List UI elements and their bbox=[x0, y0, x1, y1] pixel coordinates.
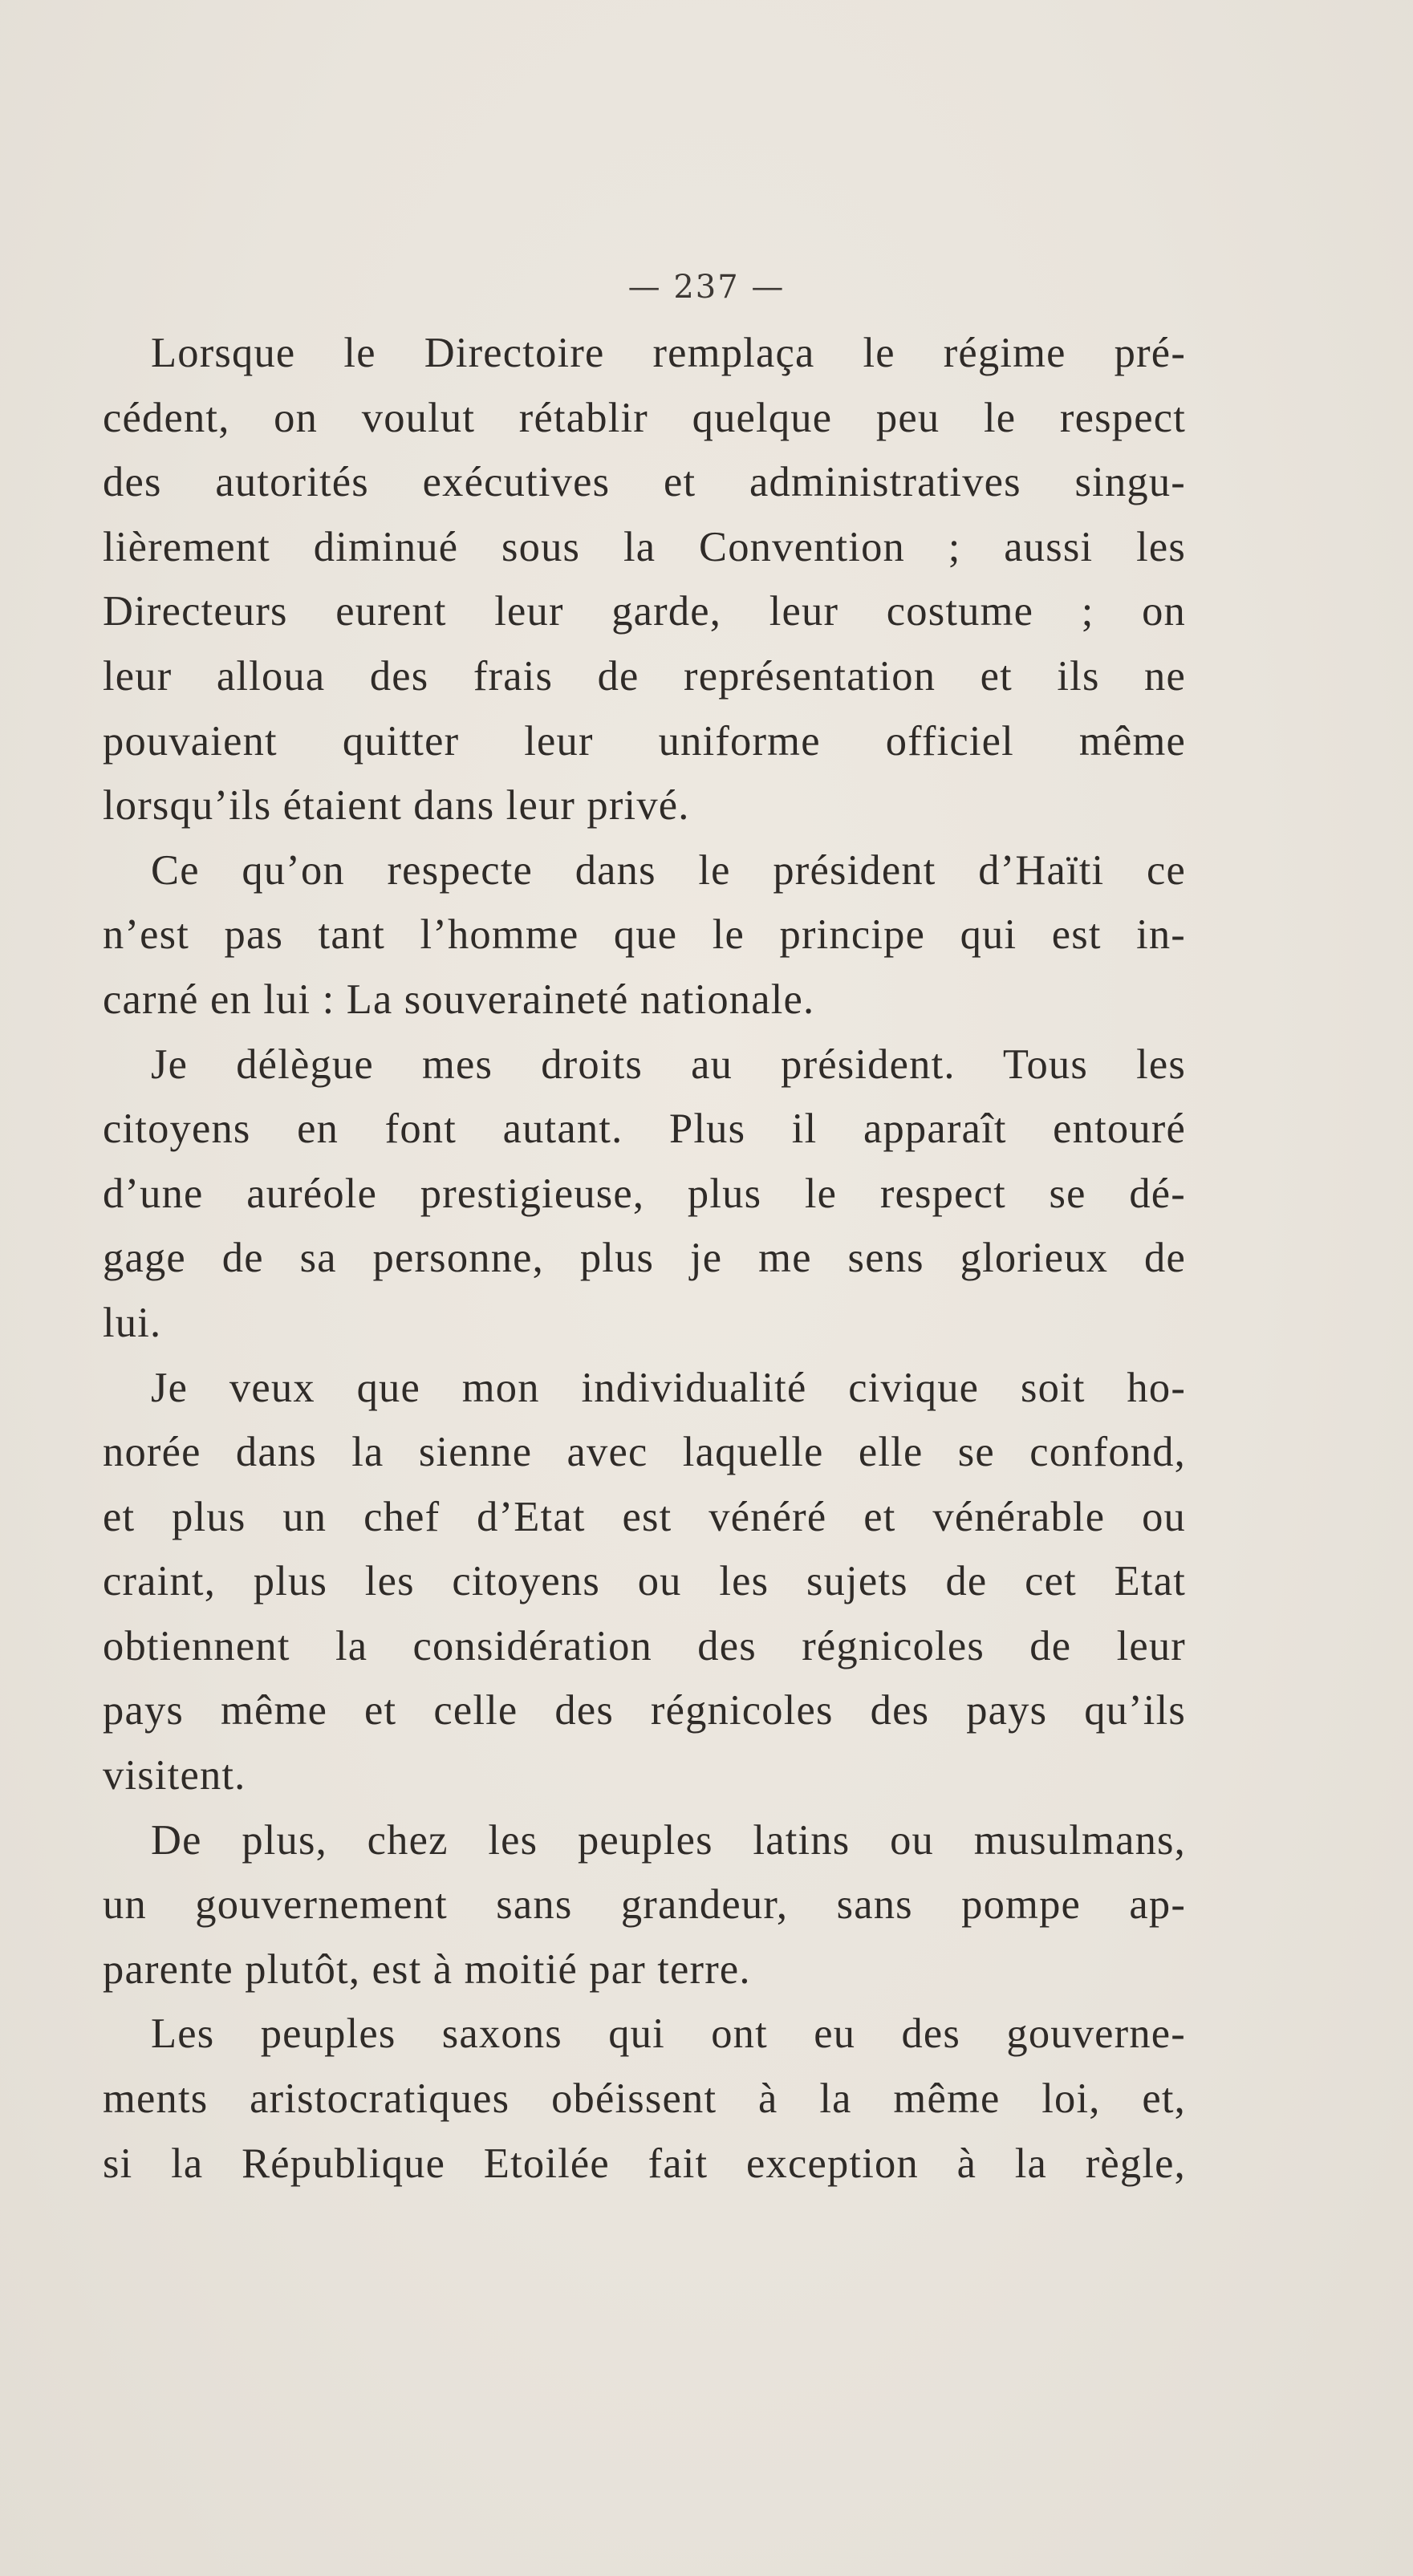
text-line: lièrement diminué sous la Convention ; aussi les bbox=[103, 523, 1186, 570]
text-line: ments aristocratiques obéissent à la même loi, et, bbox=[103, 2075, 1186, 2123]
text-line: Je délègue mes droits au président. Tous les bbox=[151, 1041, 1186, 1088]
text-line: Directeurs eurent leur garde, leur costume ; on bbox=[103, 588, 1186, 635]
text-line: lorsqu’ils étaient dans leur privé. bbox=[103, 782, 690, 830]
page-number: — 237 — bbox=[627, 269, 786, 306]
text-line: parente plutôt, est à moitié par terre. bbox=[103, 1945, 751, 1993]
text-line: visitent. bbox=[103, 1752, 246, 1799]
text-line: un gouvernement sans grandeur, sans pompe ap- bbox=[103, 1881, 1186, 1929]
text-line: leur alloua des frais de représentation et ils ne bbox=[103, 652, 1186, 700]
text-line: lui. bbox=[103, 1299, 162, 1346]
text-line: citoyens en font autant. Plus il apparaît entouré bbox=[103, 1105, 1186, 1153]
body-text bbox=[103, 321, 1186, 2196]
text-line: et plus un chef d’Etat est vénéré et vénérable ou bbox=[103, 1493, 1186, 1540]
text-line: Lorsque le Directoire remplaça le régime pré- bbox=[151, 330, 1186, 376]
text-line: obtiennent la considération des régnicoles de leur bbox=[103, 1622, 1186, 1669]
text-line: norée dans la sienne avec laquelle elle se confond, bbox=[103, 1429, 1186, 1476]
text-line: cédent, on voulut rétablir quelque peu le respect bbox=[103, 394, 1186, 441]
text-line: De plus, chez les peuples latins ou musulmans, bbox=[151, 1816, 1186, 1864]
text-line: n’est pas tant l’homme que le principe qui est in- bbox=[103, 911, 1186, 959]
text-line: d’une auréole prestigieuse, plus le respect se dé- bbox=[103, 1170, 1186, 1217]
text-line: Je veux que mon individualité civique soit ho- bbox=[151, 1364, 1186, 1411]
text-line: pouvaient quitter leur uniforme officiel même bbox=[103, 717, 1186, 765]
text-line: craint, plus les citoyens ou les sujets de cet Etat bbox=[103, 1558, 1186, 1605]
text-line: Ce qu’on respecte dans le président d’Haïti ce bbox=[151, 846, 1186, 894]
text-line: des autorités exécutives et administratives singu- bbox=[103, 459, 1186, 506]
text-line: si la République Etoilée fait exception à la règle, bbox=[103, 2140, 1186, 2187]
text-line: pays même et celle des régnicoles des pays qu’ils bbox=[103, 1687, 1186, 1734]
text-line: Les peuples saxons qui ont eu des gouverne- bbox=[151, 2010, 1186, 2058]
text-line: gage de sa personne, plus je me sens glorieux de bbox=[103, 1235, 1186, 1282]
text-line: carné en lui : La souveraineté nationale. bbox=[103, 976, 815, 1023]
